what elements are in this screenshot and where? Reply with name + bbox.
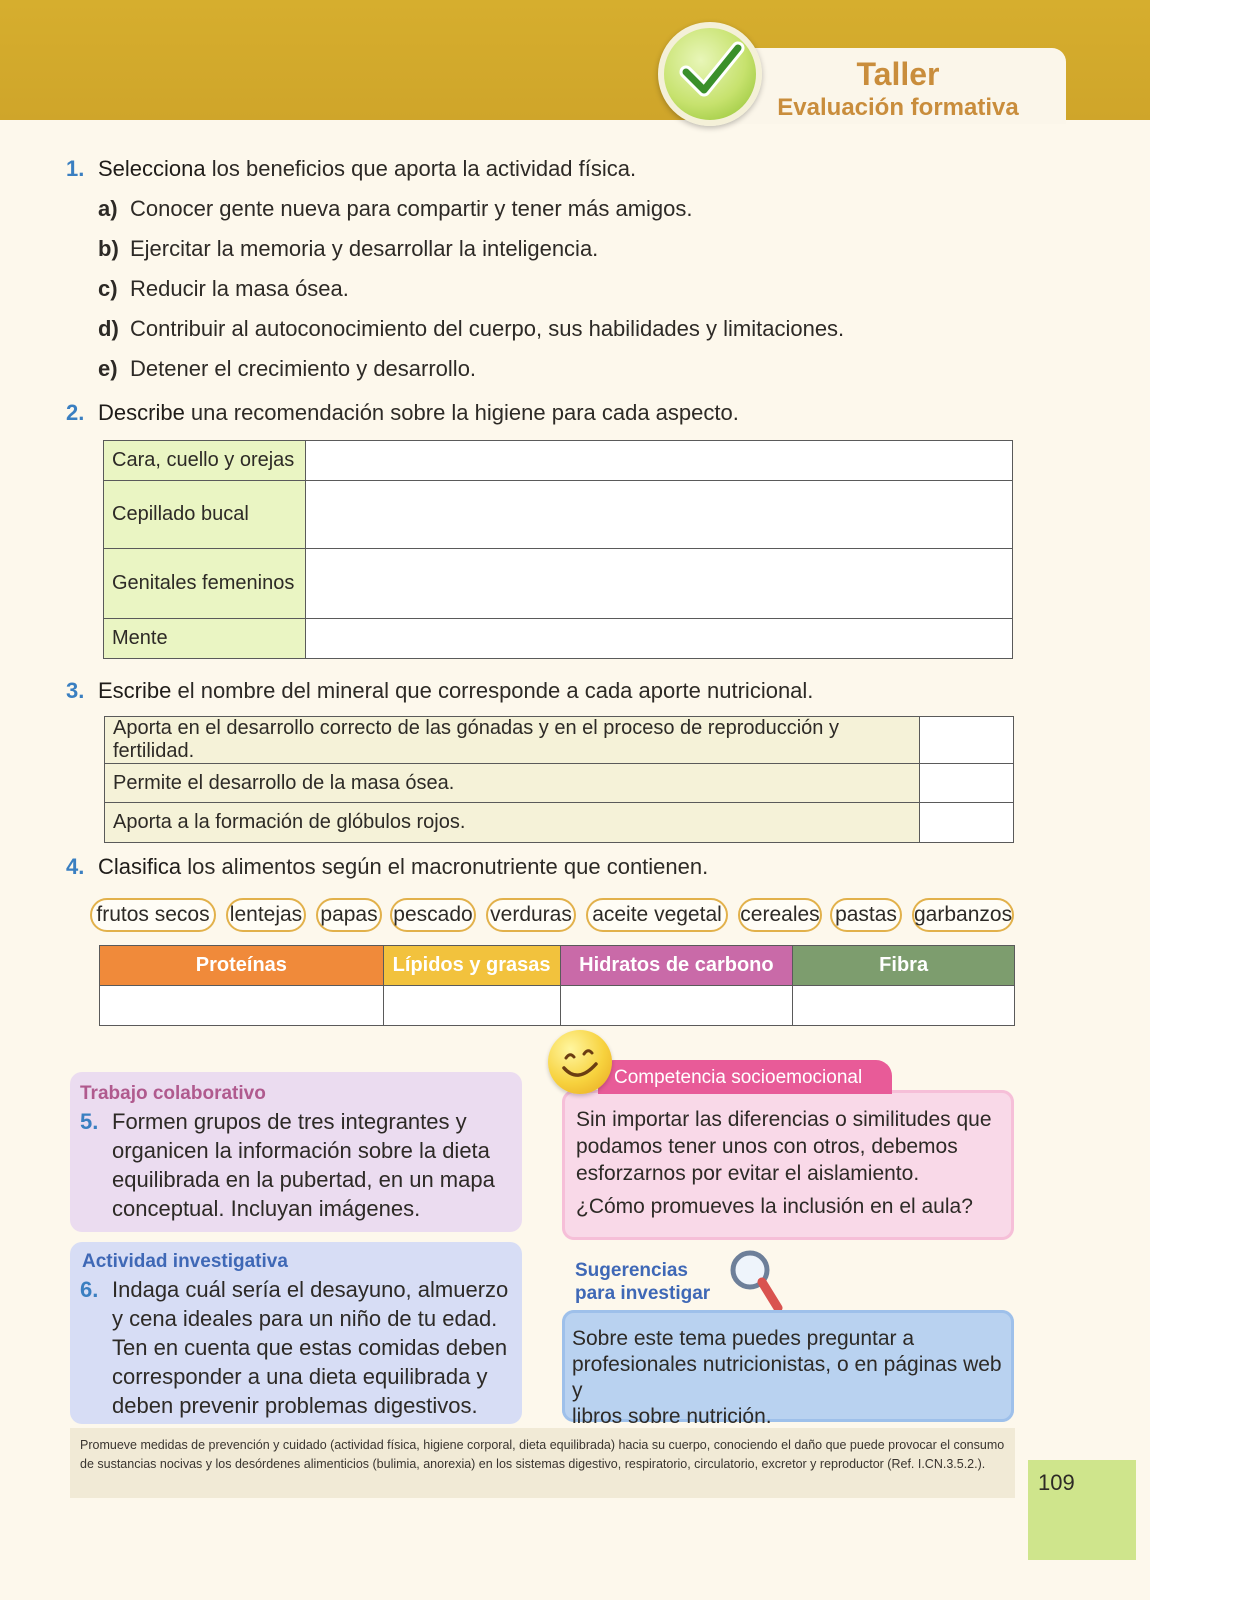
page-number: 109 (1038, 1470, 1075, 1495)
food-chip[interactable]: lentejas (226, 898, 306, 932)
item-number: 5. (80, 1109, 99, 1134)
question-number: 4. (66, 854, 85, 879)
food-chip[interactable]: aceite vegetal (586, 898, 728, 932)
option-text: Ejercitar la memoria y desarrollar la inteligencia. (130, 236, 599, 261)
item-text: deben prevenir problemas digestivos. (112, 1393, 478, 1418)
question-text: los alimentos según el macronutriente que contienen. (181, 854, 709, 879)
column-header-proteinas: Proteínas (100, 946, 384, 986)
option-e[interactable] (98, 356, 476, 382)
answer-cell[interactable] (383, 986, 560, 1026)
row-label: Cepillado bucal (104, 481, 306, 549)
text-line: Sin importar las diferencias o similitudes que (576, 1108, 992, 1131)
option-letter: c) (98, 276, 118, 301)
question-number: 1. (66, 156, 85, 181)
row-label: Mente (104, 619, 306, 659)
column-header-hidratos: Hidratos de carbono (560, 946, 793, 986)
investigativa-text (80, 1275, 520, 1420)
item-text: conceptual. (112, 1196, 231, 1221)
option-text: Conocer gente nueva para compartir y tener más amigos. (130, 196, 693, 221)
answer-cell[interactable] (305, 441, 1012, 481)
title-line: para investigar (575, 1283, 711, 1304)
row-label: Aporta a la formación de glóbulos rojos. (105, 803, 920, 843)
answer-cell[interactable] (305, 619, 1012, 659)
food-chip[interactable]: frutos secos (90, 898, 216, 932)
option-b[interactable] (98, 236, 598, 262)
question-2 (66, 400, 739, 426)
question-number: 3. (66, 678, 85, 703)
item-verb: Incluyan (230, 1196, 313, 1221)
option-letter: e) (98, 356, 118, 381)
page-title: Taller (856, 56, 940, 92)
column-header-lipidos: Lípidos y grasas (383, 946, 560, 986)
question-text: los beneficios que aporta la actividad física. (205, 156, 637, 181)
question-text: el nombre del mineral que corresponde a cada aporte nutricional. (171, 678, 814, 703)
answer-cell[interactable] (305, 481, 1012, 549)
option-d[interactable] (98, 316, 844, 342)
table-row (104, 441, 1013, 481)
title-line: Sugerencias (575, 1260, 688, 1281)
food-chip[interactable]: papas (316, 898, 382, 932)
hygiene-table (103, 440, 1013, 659)
item-text: imágenes. (312, 1196, 421, 1221)
option-text: Contribuir al autoconocimiento del cuerpo, sus habilidades y limitaciones. (130, 316, 845, 341)
footer-note: Promueve medidas de prevención y cuidado (actividad física, higiene corporal, dieta equilibrada) hacia su cuerpo, conociendo el daño que puede provocar el consumo de sustancias nocivas y los desórdenes alimenticios (bulimia, anorexia) en los sistemas digestivo, respiratorio, circulatorio, excretor y reproductor (Ref. I.CN.3.5.2.). (70, 1428, 1015, 1498)
item-text: en cuenta que estas comidas deben (147, 1335, 508, 1360)
socioemocional-text (576, 1106, 1006, 1220)
option-letter: a) (98, 196, 118, 221)
item-number: 6. (80, 1277, 99, 1302)
row-label: Permite el desarrollo de la masa ósea. (105, 764, 920, 803)
minerals-table (104, 716, 1014, 843)
text-line: esforzarnos por evitar el aislamiento. (576, 1162, 920, 1185)
option-text: Detener el crecimiento y desarrollo. (130, 356, 477, 381)
table-row (105, 764, 1014, 803)
answer-cell[interactable] (305, 549, 1012, 619)
investigativa-title: Actividad investigativa (82, 1251, 288, 1272)
column-header-fibra: Fibra (793, 946, 1015, 986)
question-number: 2. (66, 400, 85, 425)
table-row (100, 986, 1015, 1026)
item-text: corresponder a una dieta equilibrada y (112, 1364, 488, 1389)
sugerencias-text (572, 1326, 1012, 1430)
question-verb: Clasifica (98, 854, 182, 879)
text-line: Sobre este tema puedes preguntar a (572, 1327, 915, 1350)
smiley-icon (548, 1030, 612, 1094)
row-label: Aporta en el desarrollo correcto de las gónadas y en el proceso de reproducción y fertilidad. (105, 717, 920, 764)
row-label: Genitales femeninos (104, 549, 306, 619)
question-verb: Selecciona (98, 156, 206, 181)
question-verb: Describe (98, 400, 185, 425)
table-row (104, 549, 1013, 619)
item-text: y cena ideales para un niño de tu edad. (112, 1306, 498, 1331)
table-row (104, 481, 1013, 549)
food-chip[interactable]: garbanzos (912, 898, 1014, 932)
option-text: Reducir la masa ósea. (130, 276, 349, 301)
item-text: la información sobre la dieta (208, 1138, 490, 1163)
food-chip[interactable]: cereales (738, 898, 822, 932)
question-text: una recomendación sobre la higiene para cada aspecto. (184, 400, 739, 425)
table-row (104, 619, 1013, 659)
option-letter: b) (98, 236, 119, 261)
answer-cell[interactable] (793, 986, 1015, 1026)
table-row (105, 803, 1014, 843)
item-verb: Indaga (112, 1277, 180, 1302)
answer-cell[interactable] (100, 986, 384, 1026)
text-line: podamos tener unos con otros, debemos (576, 1135, 958, 1158)
text-line: profesionales nutricionistas, o en páginas web y (572, 1353, 1002, 1402)
item-verb: Formen (112, 1109, 188, 1134)
item-verb: Ten (112, 1335, 148, 1360)
text-line: libros sobre nutrición. (572, 1405, 772, 1428)
question-4 (66, 854, 708, 880)
answer-cell[interactable] (920, 764, 1014, 803)
question-3 (66, 678, 813, 704)
table-header-row (100, 946, 1015, 986)
item-text: cuál sería el desayuno, almuerzo (179, 1277, 509, 1302)
page-subtitle: Evaluación formativa (777, 94, 1019, 121)
check-icon (658, 22, 762, 126)
answer-cell[interactable] (920, 717, 1014, 764)
option-a[interactable] (98, 196, 693, 222)
table-row (105, 717, 1014, 764)
food-chip[interactable]: pastas (830, 898, 902, 932)
food-chip[interactable]: verduras (486, 898, 576, 932)
colaborativo-title: Trabajo colaborativo (80, 1083, 266, 1104)
colaborativo-text (80, 1107, 520, 1223)
item-verb: organicen (112, 1138, 209, 1163)
sugerencias-title (575, 1259, 710, 1305)
food-chip[interactable]: pescado (390, 898, 476, 932)
option-c[interactable] (98, 276, 349, 302)
question-verb: Escribe (98, 678, 172, 703)
macronutrient-table (99, 945, 1015, 1026)
answer-cell[interactable] (920, 803, 1014, 843)
item-text: grupos de tres integrantes y (187, 1109, 467, 1134)
item-text: equilibrada en la pubertad, en un mapa (112, 1167, 495, 1192)
answer-cell[interactable] (560, 986, 793, 1026)
option-letter: d) (98, 316, 119, 341)
question-1 (66, 156, 636, 182)
socioemocional-title: Competencia socioemocional (614, 1067, 863, 1088)
row-label: Cara, cuello y orejas (104, 441, 306, 481)
text-line: ¿Cómo promueves la inclusión en el aula? (576, 1195, 973, 1218)
